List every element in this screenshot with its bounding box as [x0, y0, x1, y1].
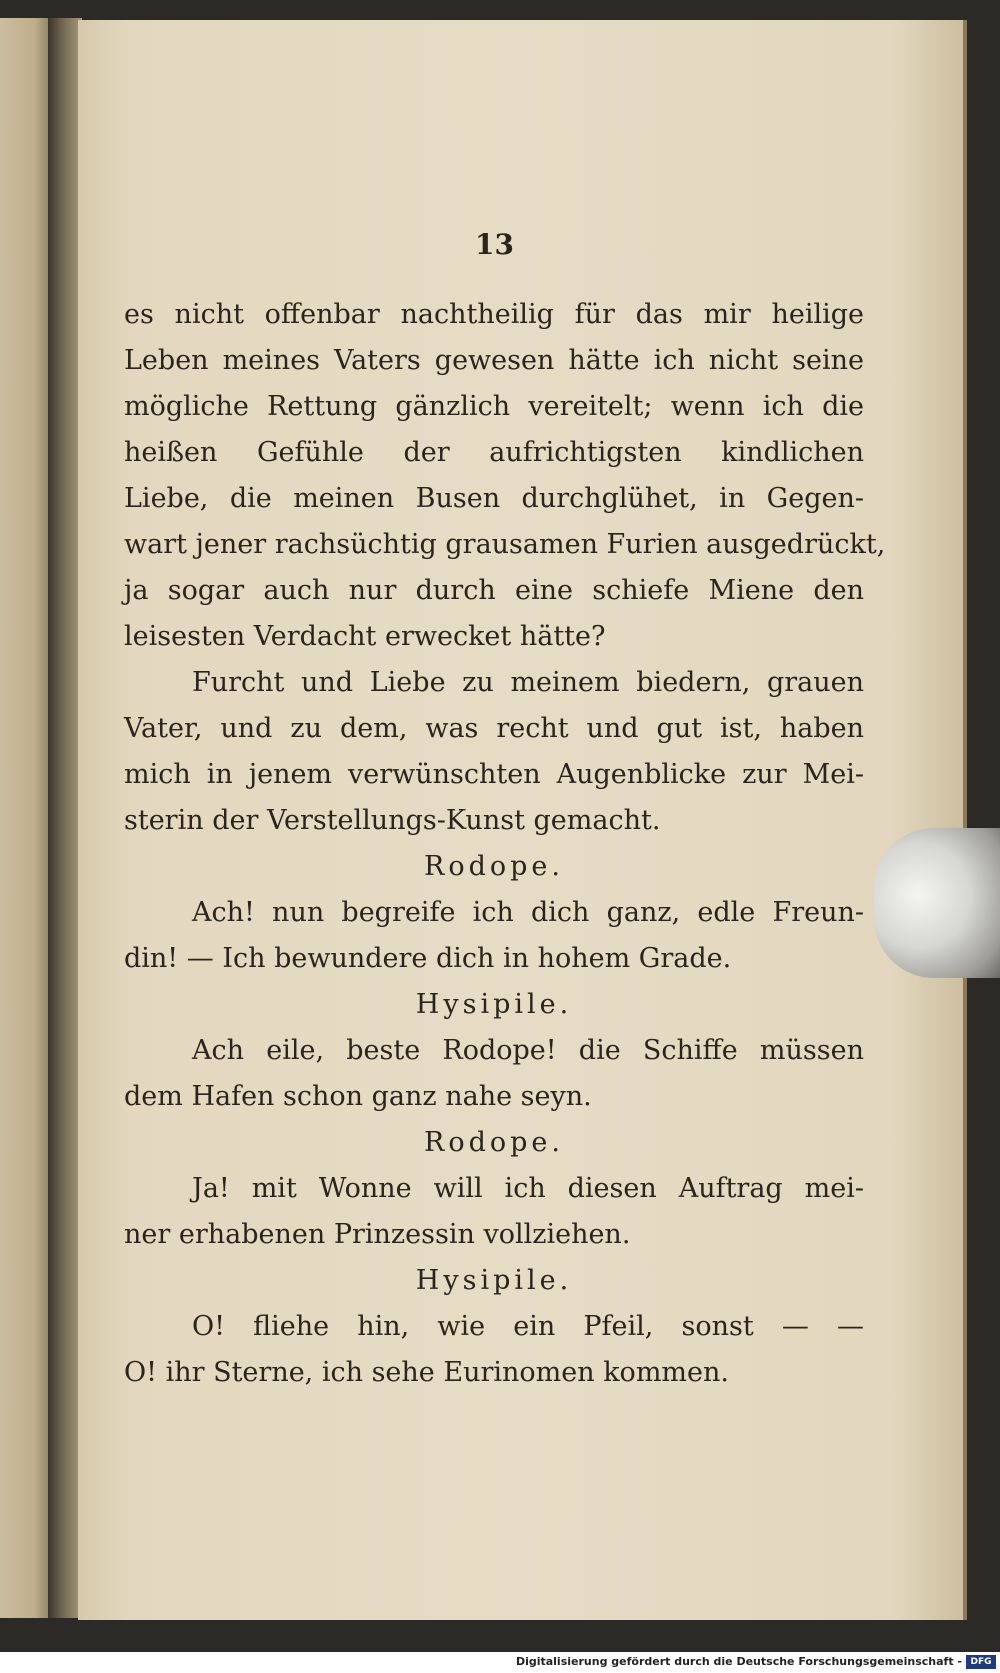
- page-clip-icon: [874, 828, 1000, 978]
- text-line: leisesten Verdacht erwecket hätte?: [124, 621, 606, 652]
- text-line: es nicht offenbar nachtheilig für das mir heilige: [124, 299, 864, 330]
- text-line: Leben meines Vaters gewesen hätte ich nicht seine: [124, 345, 864, 376]
- text-line: ner erhabenen Prinzessin vollziehen.: [124, 1219, 631, 1250]
- text-line: din! — Ich bewundere dich in hohem Grade.: [124, 943, 732, 974]
- text-line: Liebe, die meinen Busen durchglühet, in Gegen-: [124, 483, 864, 514]
- page-number: 13: [475, 228, 514, 261]
- text-line: ja sogar auch nur durch eine schiefe Miene den: [124, 575, 864, 606]
- text-line: Ja! mit Wonne will ich diesen Auftrag mei-: [192, 1173, 864, 1204]
- speaker-heading: Rodope.: [424, 851, 564, 882]
- speaker-heading: Hysipile.: [415, 989, 573, 1020]
- text-line: Ach eile, beste Rodope! die Schiffe müssen: [192, 1035, 864, 1066]
- speaker-heading: Rodope.: [424, 1127, 564, 1158]
- text-line: sterin der Verstellungs-Kunst gemacht.: [124, 805, 661, 836]
- text-line: Ach! nun begreife ich dich ganz, edle Freun-: [192, 897, 864, 928]
- speaker-heading: Hysipile.: [415, 1265, 573, 1296]
- footer-bar: [0, 1652, 1000, 1673]
- text-line: wart jener rachsüchtig grausamen Furien ausgedrückt,: [124, 529, 886, 560]
- book-gutter: [48, 18, 82, 1618]
- text-line: Vater, und zu dem, was recht und gut ist, haben: [124, 713, 864, 744]
- text-line: mögliche Rettung gänzlich vereitelt; wenn ich die: [124, 391, 864, 422]
- text-line: O! fliehe hin, wie ein Pfeil, sonst — —: [192, 1311, 864, 1342]
- dfg-logo-icon: DFG: [966, 1655, 996, 1669]
- page-text: [124, 292, 886, 1396]
- text-line: heißen Gefühle der aufrichtigsten kindlichen: [124, 437, 864, 468]
- text-line: O! ihr Sterne, ich sehe Eurinomen kommen.: [124, 1357, 729, 1388]
- footer-credit: Digitalisierung gefördert durch die Deutsche Forschungsgemeinschaft -: [515, 1655, 962, 1668]
- text-line: Furcht und Liebe zu meinem biedern, grauen: [192, 667, 864, 698]
- text-line: mich in jenem verwünschten Augenblicke zur Mei-: [124, 759, 864, 790]
- facing-page-edge: [0, 18, 50, 1618]
- text-line: dem Hafen schon ganz nahe seyn.: [124, 1081, 592, 1112]
